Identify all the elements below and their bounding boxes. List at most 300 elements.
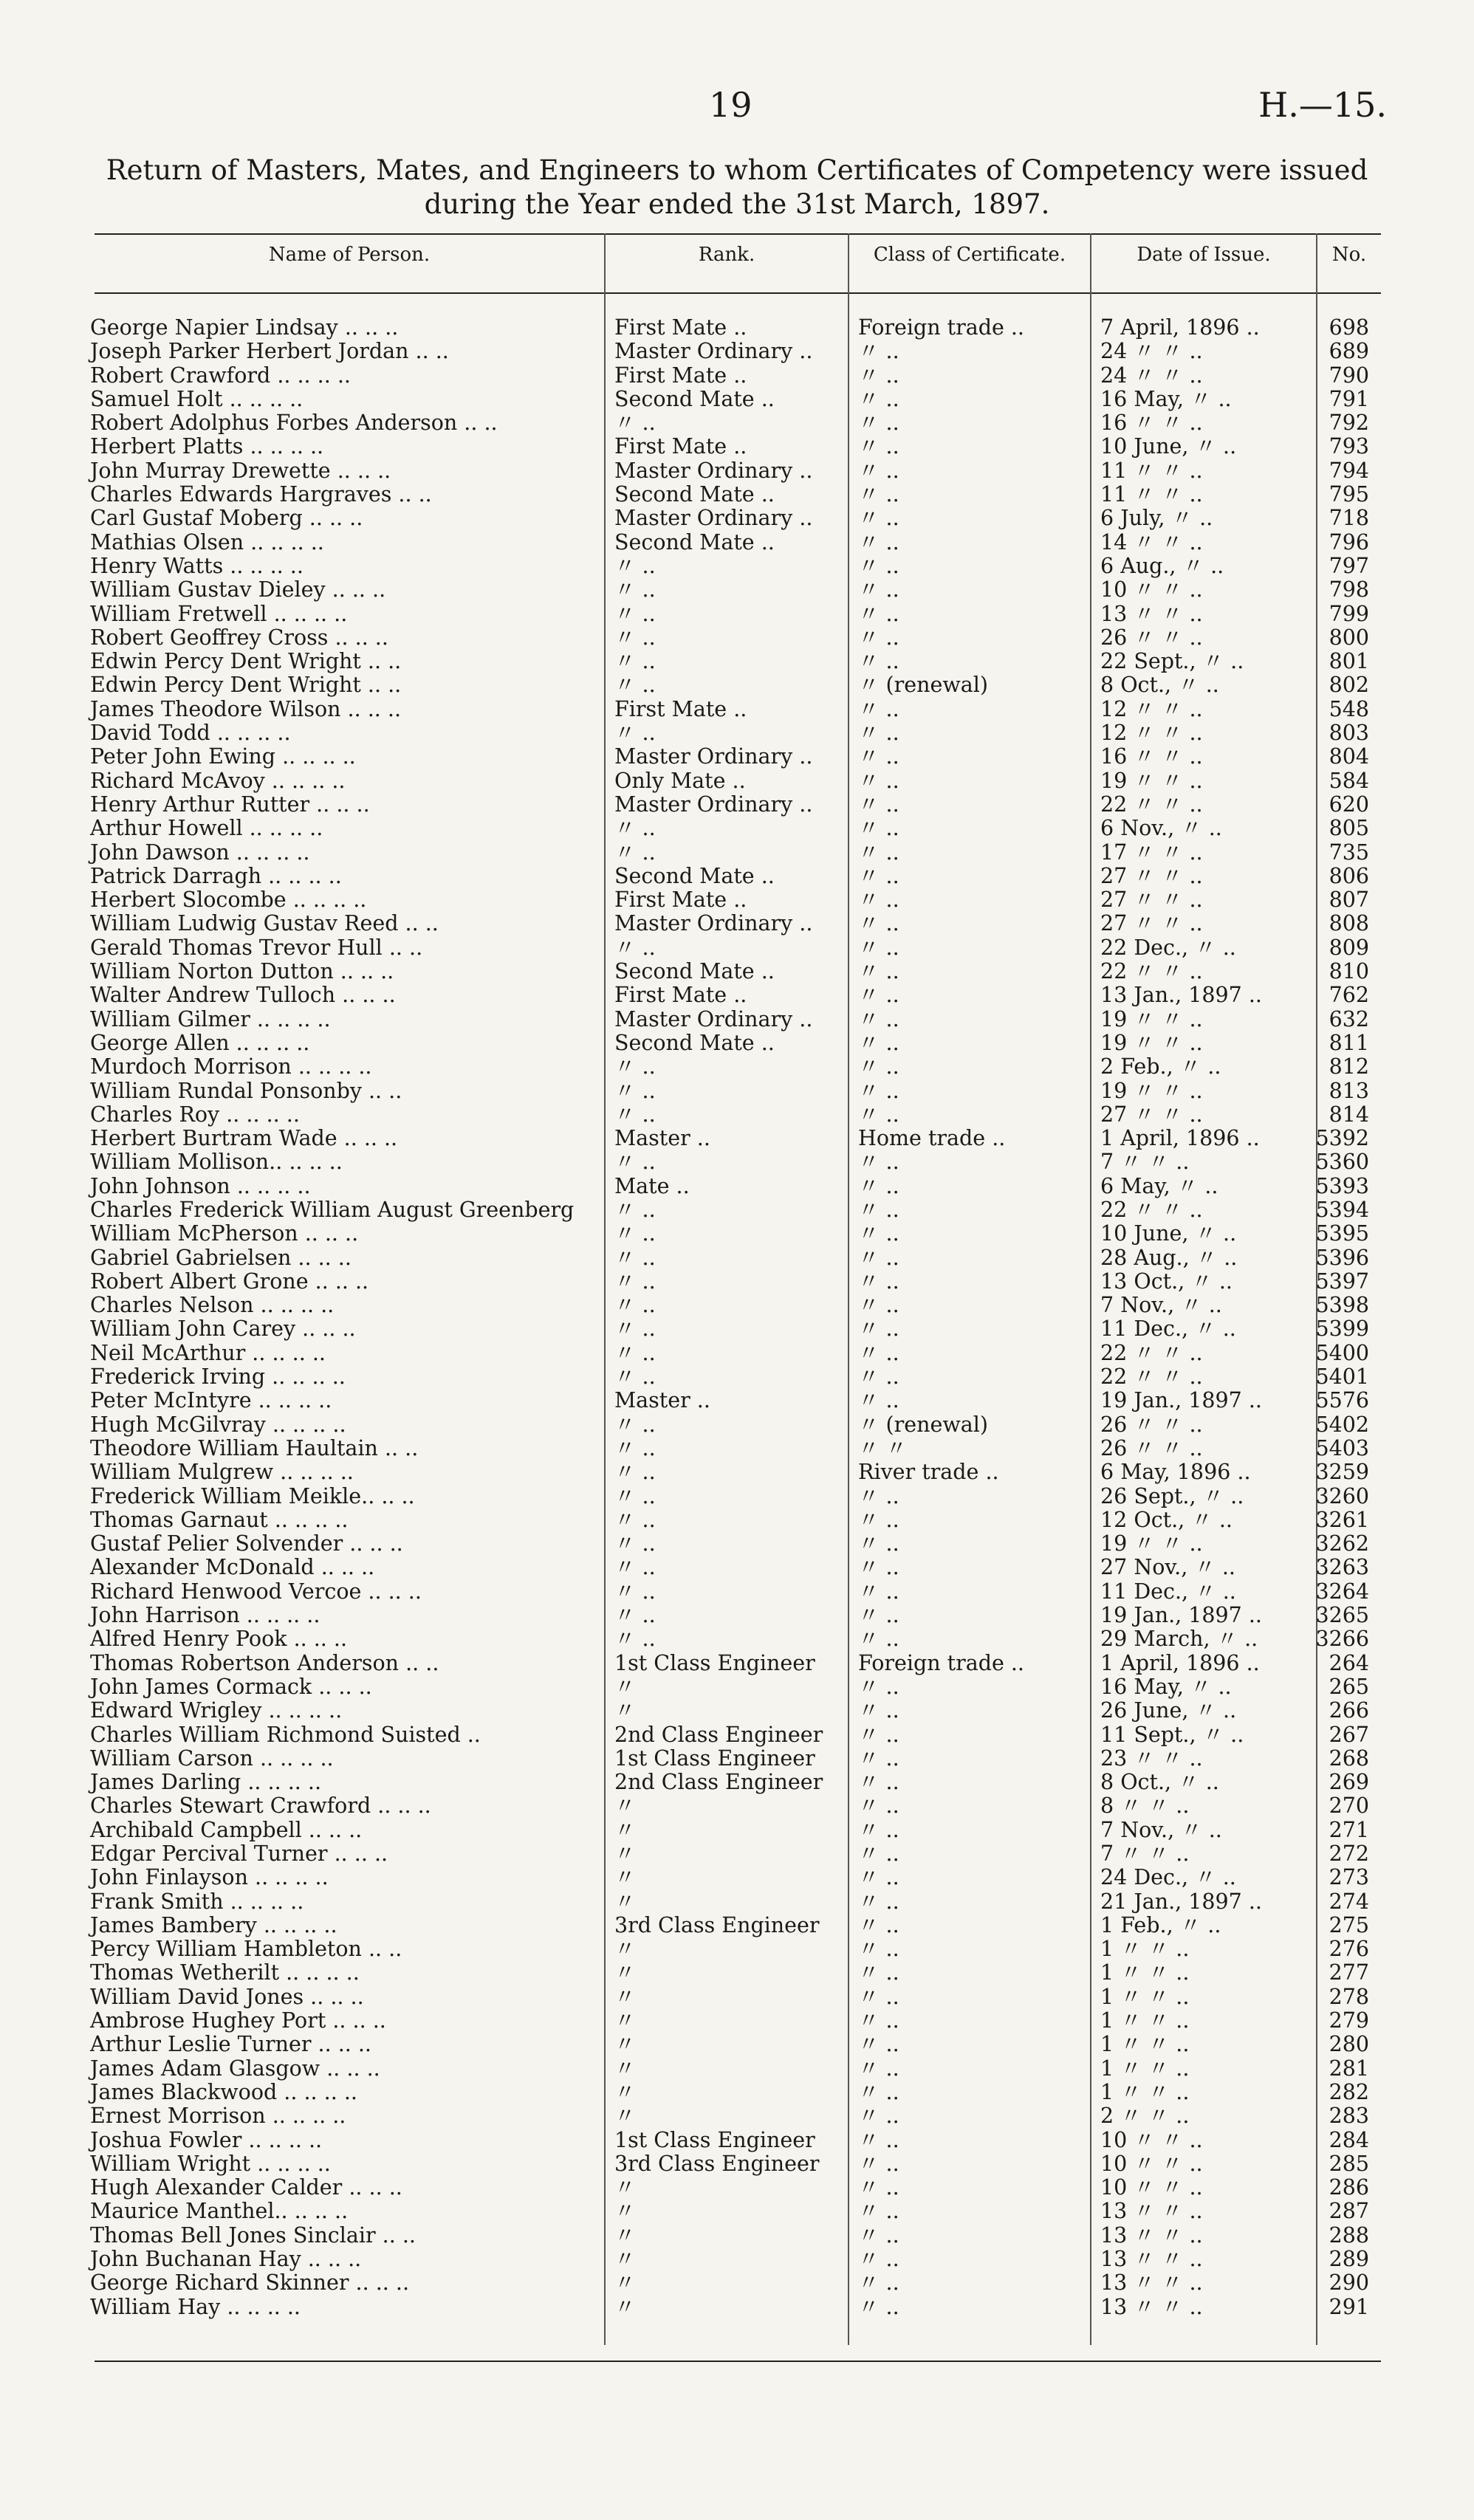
cell-name: Herbert Platts .. .. .. .. — [90, 434, 324, 459]
cell-rank: 〃 — [614, 1698, 636, 1723]
cell-no: 813 — [1329, 1078, 1369, 1103]
table-row — [0, 1794, 1474, 1818]
table-row — [0, 2271, 1474, 2295]
cell-rank: Second Mate .. — [614, 1030, 775, 1055]
cell-no: 790 — [1329, 363, 1369, 388]
cell-date: 26 June, 〃 .. — [1100, 1698, 1237, 1723]
cell-rank: 〃 — [614, 2247, 636, 2272]
cell-name: William Wright .. .. .. .. — [90, 2151, 331, 2176]
cell-date: 23 〃 〃 .. — [1100, 1745, 1203, 1771]
table-row — [0, 793, 1474, 817]
cell-class: 〃 .. — [858, 506, 899, 531]
cell-name: Charles Roy .. .. .. .. — [90, 1102, 300, 1127]
cell-class: 〃 .. — [858, 1388, 899, 1413]
table-row — [0, 1055, 1474, 1079]
cell-rank: 〃 — [614, 1984, 636, 2009]
cell-date: 27 Nov., 〃 .. — [1100, 1555, 1235, 1580]
cell-name: Edwin Percy Dent Wright .. .. — [90, 649, 402, 674]
cell-no: 269 — [1329, 1770, 1369, 1795]
cell-class: 〃 .. — [858, 625, 899, 650]
cell-rank: 〃 — [614, 2104, 636, 2129]
table-row — [0, 1604, 1474, 1627]
cell-no: 268 — [1329, 1745, 1369, 1771]
table-top-rule — [95, 233, 1381, 235]
cell-date: 1 April, 1896 .. — [1100, 1650, 1260, 1675]
cell-class: Home trade .. — [858, 1126, 1006, 1151]
cell-date: 22 〃 〃 .. — [1100, 1340, 1203, 1365]
cell-name: Herbert Slocombe .. .. .. .. — [90, 888, 367, 913]
cell-class: 〃 .. — [858, 792, 899, 817]
table-row — [0, 507, 1474, 530]
table-row — [0, 2081, 1474, 2104]
cell-class: 〃 〃 — [858, 1435, 908, 1460]
cell-class: 〃 .. — [858, 2104, 899, 2129]
cell-no: 275 — [1329, 1912, 1369, 1937]
cell-class: 〃 .. — [858, 2270, 899, 2296]
cell-name: Gerald Thomas Trevor Hull .. .. — [90, 935, 423, 960]
cell-date: 10 〃 〃 .. — [1100, 2151, 1203, 2176]
cell-date: 7 Nov., 〃 .. — [1100, 1293, 1222, 1318]
table-row — [0, 888, 1474, 912]
cell-date: 11 〃 〃 .. — [1100, 482, 1203, 507]
table-row — [0, 411, 1474, 435]
cell-class: 〃 .. — [858, 1245, 899, 1270]
cell-no: 797 — [1329, 553, 1369, 578]
cell-date: 8 Oct., 〃 .. — [1100, 673, 1219, 698]
cell-name: Thomas Garnaut .. .. .. .. — [90, 1507, 349, 1532]
cell-name: James Blackwood .. .. .. .. — [90, 2079, 357, 2104]
cell-class: 〃 .. — [858, 2175, 899, 2200]
cell-rank: 〃 .. — [614, 816, 656, 841]
cell-date: 14 〃 〃 .. — [1100, 529, 1203, 555]
table-row — [0, 1532, 1474, 1556]
cell-date: 10 June, 〃 .. — [1100, 1221, 1237, 1246]
cell-name: John Murray Drewette .. .. .. — [90, 458, 391, 483]
cell-no: 272 — [1329, 1841, 1369, 1866]
cell-date: 7 〃 〃 .. — [1100, 1150, 1190, 1175]
cell-date: 12 Oct., 〃 .. — [1100, 1507, 1233, 1532]
cell-date: 27 〃 〃 .. — [1100, 911, 1203, 936]
cell-class: 〃 .. — [858, 2056, 899, 2081]
cell-name: Ambrose Hughey Port .. .. .. — [90, 2008, 386, 2033]
cell-rank: 〃 .. — [614, 1078, 656, 1103]
cell-rank: 〃 .. — [614, 1293, 656, 1318]
table-row — [0, 1771, 1474, 1794]
cell-rank: 〃 .. — [614, 1603, 656, 1628]
table-row — [0, 1246, 1474, 1270]
table-row — [0, 1961, 1474, 1985]
cell-date: 17 〃 〃 .. — [1100, 840, 1203, 865]
cell-class: 〃 .. — [858, 2247, 899, 2272]
table-row — [0, 745, 1474, 769]
cell-rank: Master Ordinary .. — [614, 792, 813, 817]
table-row — [0, 1556, 1474, 1579]
cell-no: 809 — [1329, 935, 1369, 960]
cell-rank: 〃 .. — [614, 1316, 656, 1342]
cell-no: 632 — [1329, 1006, 1369, 1031]
cell-no: 283 — [1329, 2104, 1369, 2129]
cell-name: William Rundal Ponsonby .. .. — [90, 1078, 402, 1103]
cell-rank: Second Mate .. — [614, 386, 775, 411]
cell-date: 22 〃 〃 .. — [1100, 1197, 1203, 1222]
cell-class: 〃 .. — [858, 1984, 899, 2009]
document-reference: H.—15. — [1258, 85, 1387, 125]
table-row — [0, 1413, 1474, 1437]
cell-name: Neil McArthur .. .. .. .. — [90, 1340, 326, 1365]
cell-name: Joshua Fowler .. .. .. .. — [90, 2127, 323, 2152]
cell-class: 〃 .. — [858, 2151, 899, 2176]
table-row — [0, 1460, 1474, 1484]
cell-rank: First Mate .. — [614, 983, 747, 1008]
cell-rank: 〃 .. — [614, 1150, 656, 1175]
cell-rank: 〃 .. — [614, 935, 656, 960]
cell-date: 13 〃 〃 .. — [1100, 2199, 1203, 2224]
table-row — [0, 602, 1474, 626]
cell-date: 2 Feb., 〃 .. — [1100, 1054, 1221, 1079]
cell-name: Murdoch Morrison .. .. .. .. — [90, 1054, 372, 1079]
table-row — [0, 1627, 1474, 1651]
cell-rank: 〃 .. — [614, 1627, 656, 1652]
table-row — [0, 1270, 1474, 1294]
cell-rank: 〃 — [614, 2199, 636, 2224]
cell-date: 13 〃 〃 .. — [1100, 2270, 1203, 2296]
table-row — [0, 364, 1474, 388]
cell-name: George Napier Lindsay .. .. .. — [90, 315, 399, 340]
cell-rank: First Mate .. — [614, 696, 747, 721]
cell-date: 2 〃 〃 .. — [1100, 2104, 1190, 2129]
cell-rank: 〃 .. — [614, 553, 656, 578]
cell-name: Richard McAvoy .. .. .. .. — [90, 768, 346, 793]
cell-class: 〃 .. — [858, 1006, 899, 1031]
table-row — [0, 1485, 1474, 1508]
cell-date: 11 〃 〃 .. — [1100, 458, 1203, 483]
cell-no: 805 — [1329, 816, 1369, 841]
cell-class: 〃 .. — [858, 1793, 899, 1819]
cell-rank: Master Ordinary .. — [614, 339, 813, 364]
cell-class: 〃 .. — [858, 2127, 899, 2152]
header-class: Class of Certificate. — [873, 244, 1066, 266]
cell-rank: Master Ordinary .. — [614, 744, 813, 769]
table-row — [0, 555, 1474, 578]
cell-name: Robert Albert Grone .. .. .. — [90, 1268, 369, 1294]
table-row — [0, 1819, 1474, 1842]
cell-rank: 〃 — [614, 1793, 636, 1819]
cell-date: 1 〃 〃 .. — [1100, 1960, 1190, 1985]
cell-name: Arthur Howell .. .. .. .. — [90, 816, 323, 841]
cell-no: 689 — [1329, 339, 1369, 364]
cell-class: 〃 .. — [858, 863, 899, 888]
cell-date: 10 June, 〃 .. — [1100, 434, 1237, 459]
cell-date: 1 〃 〃 .. — [1100, 2032, 1190, 2057]
cell-no: 718 — [1329, 506, 1369, 531]
cell-no: 548 — [1329, 696, 1369, 721]
cell-rank: Master .. — [614, 1388, 710, 1413]
cell-rank: 〃 — [614, 2270, 636, 2296]
table-row — [0, 435, 1474, 459]
cell-no: 800 — [1329, 625, 1369, 650]
cell-rank: 〃 .. — [614, 1460, 656, 1485]
cell-name: Hugh McGilvray .. .. .. .. — [90, 1412, 346, 1437]
cell-date: 21 Jan., 1897 .. — [1100, 1889, 1262, 1914]
table-row — [0, 1437, 1474, 1460]
cell-rank: Master Ordinary .. — [614, 506, 813, 531]
cell-rank: 〃 — [614, 2032, 636, 2057]
cell-rank: 〃 .. — [614, 1412, 656, 1437]
cell-date: 1 〃 〃 .. — [1100, 1984, 1190, 2009]
cell-no: 273 — [1329, 1865, 1369, 1890]
cell-class: 〃 .. — [858, 1054, 899, 1079]
table-row — [0, 1389, 1474, 1412]
table-row — [0, 1175, 1474, 1198]
cell-no: 5401 — [1315, 1364, 1369, 1390]
cell-class: 〃 .. — [858, 1221, 899, 1246]
cell-class: 〃 .. — [858, 1150, 899, 1175]
cell-name: Samuel Holt .. .. .. .. — [90, 386, 304, 411]
cell-name: Charles Nelson .. .. .. .. — [90, 1293, 335, 1318]
cell-rank: First Mate .. — [614, 315, 747, 340]
table-bottom-rule — [95, 2361, 1381, 2362]
cell-no: 5402 — [1315, 1412, 1369, 1437]
cell-class: 〃 .. — [858, 1745, 899, 1771]
cell-name: Ernest Morrison .. .. .. .. — [90, 2104, 346, 2129]
cell-no: 3262 — [1315, 1531, 1369, 1556]
cell-rank: 〃 — [614, 1817, 636, 1842]
cell-no: 762 — [1329, 983, 1369, 1008]
table-row — [0, 1652, 1474, 1675]
table-row — [0, 960, 1474, 983]
cell-class: 〃 .. — [858, 2079, 899, 2104]
cell-rank: 〃 .. — [614, 649, 656, 674]
cell-no: 799 — [1329, 601, 1369, 626]
cell-class: 〃 .. — [858, 601, 899, 626]
cell-no: 620 — [1329, 792, 1369, 817]
cell-date: 24 〃 〃 .. — [1100, 363, 1203, 388]
cell-no: 5398 — [1315, 1293, 1369, 1318]
cell-no: 3263 — [1315, 1555, 1369, 1580]
cell-no: 5396 — [1315, 1245, 1369, 1270]
cell-date: 26 〃 〃 .. — [1100, 625, 1203, 650]
table-row — [0, 1937, 1474, 1961]
cell-class: 〃 .. — [858, 1817, 899, 1842]
cell-no: 801 — [1329, 649, 1369, 674]
cell-no: 811 — [1329, 1030, 1369, 1055]
table-row — [0, 2200, 1474, 2223]
cell-date: 27 〃 〃 .. — [1100, 863, 1203, 888]
table-row — [0, 1914, 1474, 1937]
cell-class: 〃 .. — [858, 1483, 899, 1508]
cell-class: 〃 .. — [858, 1841, 899, 1866]
cell-no: 5394 — [1315, 1197, 1369, 1222]
header-date: Date of Issue. — [1137, 244, 1271, 266]
cell-rank: 〃 .. — [614, 1507, 656, 1532]
cell-date: 1 〃 〃 .. — [1100, 2008, 1190, 2033]
cell-class: 〃 .. — [858, 2222, 899, 2248]
cell-name: Theodore William Haultain .. .. — [90, 1435, 419, 1460]
cell-no: 735 — [1329, 840, 1369, 865]
cell-date: 12 〃 〃 .. — [1100, 721, 1203, 746]
cell-no: 5399 — [1315, 1316, 1369, 1342]
table-row — [0, 2033, 1474, 2056]
cell-date: 6 July, 〃 .. — [1100, 506, 1213, 531]
cell-class: Foreign trade .. — [858, 1650, 1024, 1675]
cell-no: 5393 — [1315, 1173, 1369, 1198]
cell-rank: 〃 .. — [614, 1531, 656, 1556]
cell-name: Edgar Percival Turner .. .. .. — [90, 1841, 388, 1866]
cell-class: 〃 .. — [858, 1579, 899, 1604]
cell-rank: 1st Class Engineer — [614, 2127, 815, 2152]
cell-class: 〃 .. — [858, 339, 899, 364]
cell-class: 〃 .. — [858, 458, 899, 483]
cell-name: Frederick William Meikle.. .. .. — [90, 1483, 415, 1508]
table-row — [0, 650, 1474, 673]
cell-class: 〃 .. — [858, 1627, 899, 1652]
cell-no: 290 — [1329, 2270, 1369, 2296]
table-row — [0, 698, 1474, 721]
cell-rank: Second Mate .. — [614, 482, 775, 507]
table-row — [0, 578, 1474, 602]
cell-no: 285 — [1329, 2151, 1369, 2176]
cell-name: Robert Adolphus Forbes Anderson .. .. — [90, 411, 498, 436]
cell-no: 265 — [1329, 1674, 1369, 1699]
cell-date: 19 〃 〃 .. — [1100, 1531, 1203, 1556]
cell-no: 698 — [1329, 315, 1369, 340]
cell-no: 270 — [1329, 1793, 1369, 1819]
table-row — [0, 817, 1474, 840]
cell-no: 812 — [1329, 1054, 1369, 1079]
cell-rank: 〃 — [614, 1841, 636, 1866]
cell-name: Richard Henwood Vercoe .. .. .. — [90, 1579, 422, 1604]
table-row — [0, 1317, 1474, 1341]
cell-name: William David Jones .. .. .. — [90, 1984, 364, 2009]
cell-date: 7 〃 〃 .. — [1100, 1841, 1190, 1866]
cell-no: 795 — [1329, 482, 1369, 507]
cell-date: 16 May, 〃 .. — [1100, 1674, 1232, 1699]
cell-class: 〃 .. — [858, 768, 899, 793]
cell-rank: 〃 — [614, 2008, 636, 2033]
cell-no: 281 — [1329, 2056, 1369, 2081]
cell-date: 11 Dec., 〃 .. — [1100, 1579, 1236, 1604]
cell-name: Maurice Manthel.. .. .. .. — [90, 2199, 349, 2224]
document-title — [87, 154, 1387, 222]
cell-date: 19 〃 〃 .. — [1100, 768, 1203, 793]
cell-no: 796 — [1329, 529, 1369, 555]
cell-rank: 〃 .. — [614, 1435, 656, 1460]
cell-name: David Todd .. .. .. .. — [90, 721, 291, 746]
table-row — [0, 1580, 1474, 1604]
table-row — [0, 1747, 1474, 1771]
cell-name: William Carson .. .. .. .. — [90, 1745, 334, 1771]
cell-class: 〃 .. — [858, 696, 899, 721]
table-row — [0, 2248, 1474, 2271]
cell-class: 〃 .. — [858, 1364, 899, 1390]
cell-name: James Theodore Wilson .. .. .. — [90, 696, 402, 721]
table-row — [0, 1723, 1474, 1747]
cell-date: 11 Dec., 〃 .. — [1100, 1316, 1236, 1342]
cell-rank: Master Ordinary .. — [614, 458, 813, 483]
cell-class: 〃 .. — [858, 911, 899, 936]
cell-no: 5400 — [1315, 1340, 1369, 1365]
cell-class: 〃 .. — [858, 1030, 899, 1055]
cell-date: 27 〃 〃 .. — [1100, 1102, 1203, 1127]
cell-no: 792 — [1329, 411, 1369, 436]
cell-date: 13 Jan., 1897 .. — [1100, 983, 1262, 1008]
header-rank: Rank. — [698, 244, 755, 266]
cell-date: 19 〃 〃 .. — [1100, 1030, 1203, 1055]
table-row — [0, 841, 1474, 865]
cell-name: Carl Gustaf Moberg .. .. .. — [90, 506, 363, 531]
cell-date: 22 〃 〃 .. — [1100, 792, 1203, 817]
cell-rank: 1st Class Engineer — [614, 1650, 815, 1675]
cell-rank: 〃 .. — [614, 1221, 656, 1246]
table-row — [0, 1150, 1474, 1174]
cell-date: 8 Oct., 〃 .. — [1100, 1770, 1219, 1795]
cell-rank: 〃 .. — [614, 1102, 656, 1127]
table-row — [0, 1365, 1474, 1389]
table-row — [0, 1222, 1474, 1246]
cell-no: 810 — [1329, 959, 1369, 984]
cell-rank: 〃 — [614, 2056, 636, 2081]
cell-no: 288 — [1329, 2222, 1369, 2248]
cell-no: 3264 — [1315, 1579, 1369, 1604]
table-row — [0, 1031, 1474, 1055]
cell-name: Henry Arthur Rutter .. .. .. — [90, 792, 370, 817]
cell-class: 〃 .. — [858, 840, 899, 865]
table-row — [0, 769, 1474, 793]
cell-rank: 〃 .. — [614, 1245, 656, 1270]
cell-date: 22 Dec., 〃 .. — [1100, 935, 1236, 960]
cell-rank: Second Mate .. — [614, 959, 775, 984]
cell-no: 791 — [1329, 386, 1369, 411]
cell-date: 22 〃 〃 .. — [1100, 959, 1203, 984]
cell-name: Gustaf Pelier Solvender .. .. .. — [90, 1531, 403, 1556]
table-row — [0, 1842, 1474, 1866]
cell-class: 〃 (renewal) — [858, 1412, 989, 1437]
cell-no: 287 — [1329, 2199, 1369, 2224]
cell-class: 〃 .. — [858, 983, 899, 1008]
cell-date: 19 Jan., 1897 .. — [1100, 1388, 1262, 1413]
cell-no: 5360 — [1315, 1150, 1369, 1175]
cell-name: William McPherson .. .. .. — [90, 1221, 359, 1246]
cell-class: 〃 .. — [858, 1173, 899, 1198]
cell-date: 16 〃 〃 .. — [1100, 744, 1203, 769]
cell-name: George Richard Skinner .. .. .. — [90, 2270, 410, 2296]
table-row — [0, 673, 1474, 697]
cell-class: 〃 .. — [858, 721, 899, 746]
table-row — [0, 1866, 1474, 1889]
cell-class: 〃 .. — [858, 1102, 899, 1127]
cell-rank: 〃 .. — [614, 1197, 656, 1222]
cell-rank: 〃 .. — [614, 840, 656, 865]
cell-rank: 〃 .. — [614, 1579, 656, 1604]
table-row — [0, 1985, 1474, 2009]
cell-name: William Mulgrew .. .. .. .. — [90, 1460, 354, 1485]
cell-rank: 〃 — [614, 2079, 636, 2104]
cell-name: Arthur Leslie Turner .. .. .. — [90, 2032, 371, 2057]
cell-date: 24 〃 〃 .. — [1100, 339, 1203, 364]
table-row — [0, 626, 1474, 650]
cell-rank: 〃 .. — [614, 1555, 656, 1580]
cell-date: 29 March, 〃 .. — [1100, 1627, 1258, 1652]
cell-date: 24 Dec., 〃 .. — [1100, 1865, 1236, 1890]
cell-class: 〃 .. — [858, 1937, 899, 1962]
cell-rank: Mate .. — [614, 1173, 690, 1198]
cell-name: Mathias Olsen .. .. .. .. — [90, 529, 324, 555]
cell-name: William Gustav Dieley .. .. .. — [90, 577, 386, 602]
cell-class: 〃 .. — [858, 529, 899, 555]
cell-rank: 〃 .. — [614, 577, 656, 602]
table-row — [0, 721, 1474, 745]
cell-no: 286 — [1329, 2175, 1369, 2200]
